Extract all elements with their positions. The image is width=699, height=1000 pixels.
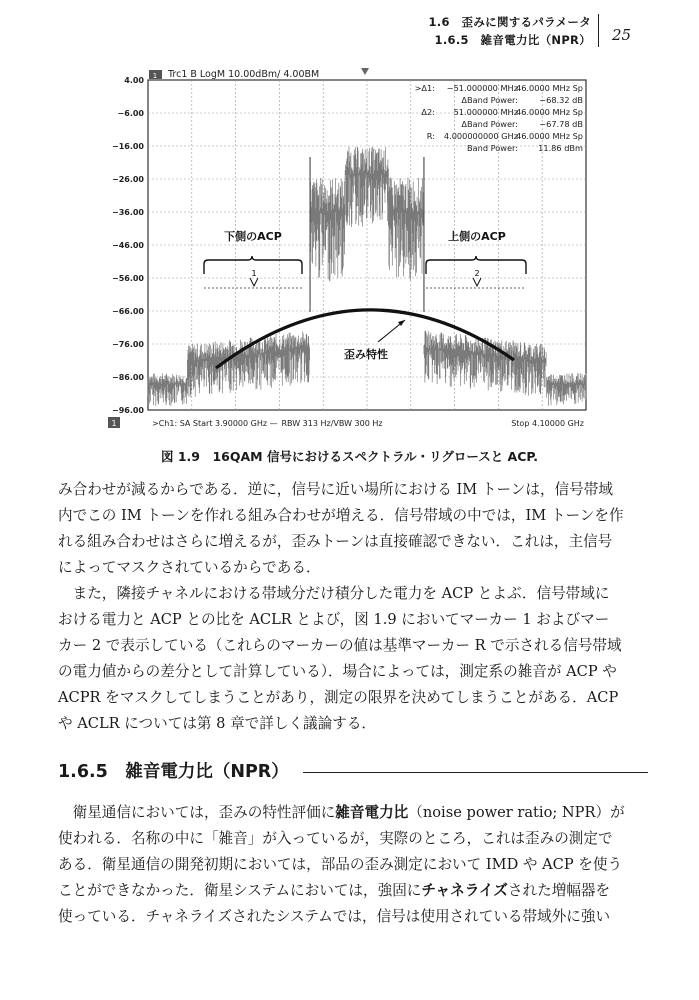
text-line: 内でこの IM トーンを作れる組み合わせが増える．信号帯域の中では，IM トーンを作: [58, 507, 624, 524]
text-line: ある．衛星通信の開発初期においては，部品の歪み測定において IMD や ACP を使う: [58, 856, 623, 873]
text-line: によってマスクされているからである．: [58, 559, 321, 576]
marker1-label: >Δ1:: [414, 83, 435, 93]
running-header-section: 1.6 歪みに関するパラメータ: [428, 15, 591, 29]
ref-marker-label: R:: [426, 131, 435, 141]
text-line: また，隣接チャネルにおける帯域分だけ積分した電力を ACP とよぶ．信号帯域に: [58, 585, 610, 602]
marker2-freq: 51.000000 MHz: [453, 107, 518, 117]
ref-bp-value: 11.86 dBm: [538, 143, 583, 153]
text-line: カー 2 で表示している（これらのマーカーの値は基準マーカー R で示される信号帯域: [58, 637, 622, 654]
upper-acp-label: 上側のACP: [448, 230, 506, 243]
marker2-span: 46.0000 MHz Sp: [516, 107, 583, 117]
y-tick-label: −36.00: [111, 208, 144, 217]
y-tick-label: −46.00: [111, 241, 144, 250]
footer-rbw: RBW 313 Hz/VBW 300 Hz: [281, 419, 383, 428]
page-number: 25: [612, 26, 632, 44]
text-segment: 衛星通信においては，歪みの特性評価に: [58, 804, 336, 821]
y-tick-label: −76.00: [111, 340, 144, 349]
term-channelize: チャネライズ: [421, 882, 508, 899]
paragraph-2: [58, 581, 648, 737]
term-npr: 雑音電力比: [335, 804, 409, 821]
footer-start: >Ch1: SA Start 3.90000 GHz —: [152, 419, 278, 428]
text-line: おける電力と ACP との比を ACLR とよび，図 1.9 においてマーカー 1 およびマー: [58, 611, 610, 628]
text-line: れる組み合わせはさらに増えるが，歪みトーンは直接確認できない．これは，主信号: [58, 533, 613, 550]
text-segment: （noise power ratio; NPR）が: [408, 804, 625, 821]
section-heading: [58, 758, 648, 788]
running-header-subsection: 1.6.5 雑音電力比（NPR）: [434, 33, 591, 47]
footer-stop: Stop 4.10000 GHz: [511, 419, 584, 428]
ref-marker-span: 46.0000 MHz Sp: [516, 131, 583, 141]
marker1-number: 1: [251, 269, 257, 278]
text-line: 使われる．名称の中に「雑音」が入っているが，実際のところ，これは歪みの測定で: [58, 830, 613, 847]
marker2-bp-value: −67.78 dB: [539, 119, 583, 129]
paragraph-3: [58, 800, 648, 930]
marker1-bp-label: ΔBand Power:: [461, 95, 518, 105]
marker2-bp-label: ΔBand Power:: [461, 119, 518, 129]
ref-bp-label: Band Power:: [467, 143, 518, 153]
y-tick-label: −86.00: [111, 373, 144, 382]
paragraph-1: [58, 477, 648, 581]
y-tick-label: −16.00: [111, 142, 144, 151]
spectrum-figure: [108, 62, 590, 436]
text-segment: された増幅器を: [507, 882, 611, 899]
text-line: ACPR をマスクしてしまうことがあり，測定の限界を決めてしまうことがある．ACP: [58, 689, 619, 706]
text-line: や ACLR については第 8 章で詳しく議論する．: [58, 715, 377, 732]
spectrum-plot: [108, 62, 590, 436]
text-line: 使っている．チャネライズされたシステムでは，信号は使用されている帯域外に強い: [58, 908, 611, 925]
text-line: の電力値からの差分として計算している）．場合によっては，測定系の雑音が ACP や: [58, 663, 617, 680]
channel-number: 1: [111, 419, 117, 428]
lower-acp-label: 下側のACP: [224, 230, 282, 243]
y-axis-ticks: [112, 76, 144, 415]
marker2-label: Δ2:: [421, 107, 435, 117]
y-tick-label: −56.00: [111, 274, 144, 283]
y-tick-label: 4.00: [124, 76, 144, 85]
text-line: [58, 878, 648, 904]
figure-caption: 図 1.9 16QAM 信号におけるスペクトラル・リグロースと ACP.: [160, 449, 539, 464]
section-rule: [303, 772, 648, 773]
marker2-number: 2: [474, 269, 480, 278]
y-tick-label: −96.00: [111, 406, 144, 415]
section-title: 1.6.5 雑音電力比（NPR）: [58, 762, 289, 782]
trace-number: 1: [152, 72, 158, 80]
distortion-label: 歪み特性: [344, 348, 388, 361]
y-tick-label: −6.00: [117, 109, 144, 118]
marker1-bp-value: −68.32 dB: [539, 95, 583, 105]
text-line: み合わせが減るからである．逆に，信号に近い場所における IM トーンは，信号帯域: [58, 481, 613, 498]
header-divider: [598, 14, 599, 47]
ref-marker-freq: 4.000000000 GHz: [443, 131, 518, 141]
marker1-span: 46.0000 MHz Sp: [516, 83, 583, 93]
text-segment: ことができなかった．衛星システムにおいては，強固に: [58, 882, 422, 899]
marker1-freq: −51.000000 MHz: [446, 83, 518, 93]
text-line: [58, 800, 648, 826]
trace-label: Trc1 B LogM 10.00dBm/ 4.00BM: [168, 69, 320, 80]
y-tick-label: −26.00: [111, 175, 144, 184]
y-tick-label: −66.00: [111, 307, 144, 316]
reference-marker-icon: [361, 68, 369, 75]
